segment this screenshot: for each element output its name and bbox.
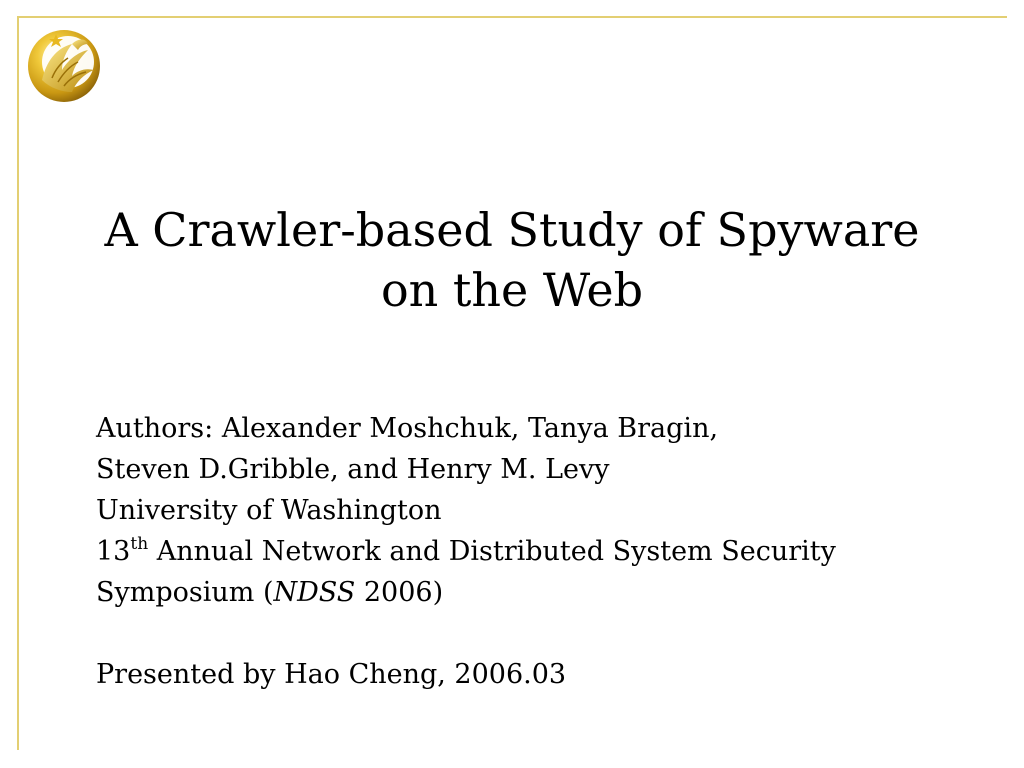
slide-body [96,408,976,695]
conference-number: 13 [96,536,131,567]
conference-line-1 [96,531,976,572]
spacer [96,613,976,654]
title-line-2: on the Web [380,263,644,317]
affiliation: University of Washington [96,495,442,526]
slide-title [40,200,984,320]
frame-left-border [17,16,19,750]
conference-name: Annual Network and Distributed System Security [148,536,836,567]
conference-acronym: NDSS [273,577,356,608]
title-line-1: A Crawler-based Study of Spyware [104,203,920,257]
conference-year: 2006) [355,577,444,608]
frame-top-border [17,16,1007,18]
conference-symposium: Symposium ( [96,577,274,608]
authors-line-2: Steven D.Gribble, and Henry M. Levy [96,454,610,485]
authors-line-1: Authors: Alexander Moshchuk, Tanya Bragin, [96,413,719,444]
pegasus-logo-icon [22,22,106,106]
conference-line-2 [96,572,976,613]
presenter: Presented by Hao Cheng, 2006.03 [96,659,567,690]
conference-ordinal-suffix: th [130,534,149,554]
